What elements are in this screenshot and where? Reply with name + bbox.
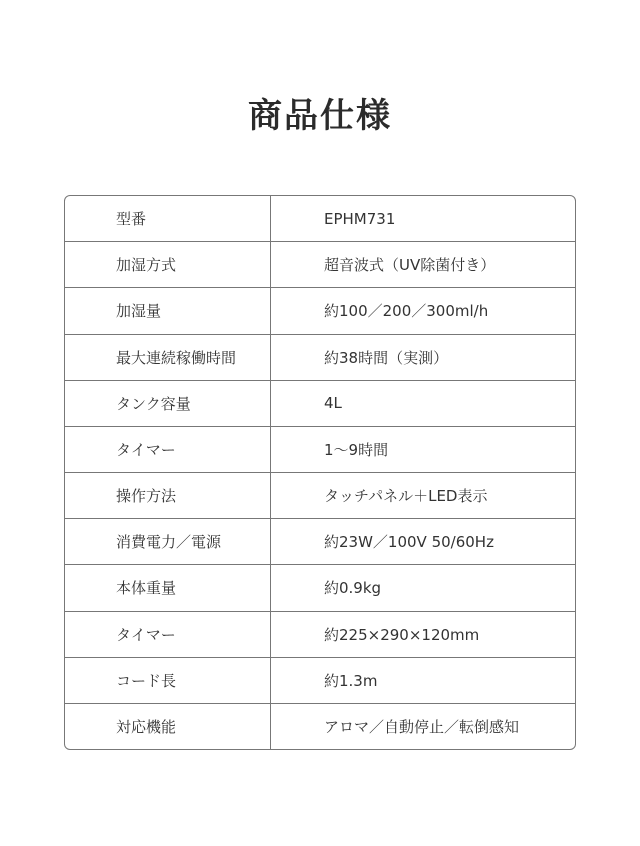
page-title: 商品仕様 bbox=[248, 96, 392, 136]
spec-label: 対応機能 bbox=[65, 704, 271, 749]
table-row bbox=[65, 472, 575, 518]
spec-label: 操作方法 bbox=[65, 473, 271, 518]
spec-value: 超音波式（UV除菌付き） bbox=[324, 256, 496, 275]
table-row bbox=[65, 564, 575, 610]
spec-value: 約0.9kg bbox=[324, 579, 382, 598]
table-row bbox=[65, 611, 575, 657]
spec-label: 本体重量 bbox=[65, 565, 271, 610]
spec-value: アロマ／自動停止／転倒感知 bbox=[324, 717, 520, 736]
spec-value: EPHM731 bbox=[324, 209, 396, 228]
table-row bbox=[65, 334, 575, 380]
spec-label: タイマー bbox=[65, 427, 271, 472]
table-row bbox=[65, 657, 575, 703]
spec-label: 型番 bbox=[65, 196, 271, 241]
spec-value: 4L bbox=[324, 394, 342, 413]
spec-value: 約100／200／300ml/h bbox=[324, 302, 489, 321]
spec-label: 加湿方式 bbox=[65, 242, 271, 287]
spec-label: コード長 bbox=[65, 658, 271, 703]
table-row bbox=[65, 380, 575, 426]
table-row bbox=[65, 287, 575, 333]
spec-label: 加湿量 bbox=[65, 288, 271, 333]
spec-value: 1〜9時間 bbox=[324, 440, 389, 459]
spec-label: タンク容量 bbox=[65, 381, 271, 426]
spec-table bbox=[64, 195, 576, 750]
table-row bbox=[65, 426, 575, 472]
spec-value: タッチパネル＋LED表示 bbox=[324, 487, 488, 506]
spec-label: 消費電力／電源 bbox=[65, 519, 271, 564]
spec-value: 約23W／100V 50/60Hz bbox=[324, 533, 494, 552]
table-row bbox=[65, 241, 575, 287]
spec-label: タイマー bbox=[65, 612, 271, 657]
spec-label: 最大連続稼働時間 bbox=[65, 335, 271, 380]
spec-value: 約225×290×120mm bbox=[324, 625, 480, 644]
table-row bbox=[65, 518, 575, 564]
table-row bbox=[65, 196, 575, 241]
spec-value: 約1.3m bbox=[324, 671, 378, 690]
table-row bbox=[65, 703, 575, 749]
spec-value: 約38時間（実測） bbox=[324, 348, 449, 367]
